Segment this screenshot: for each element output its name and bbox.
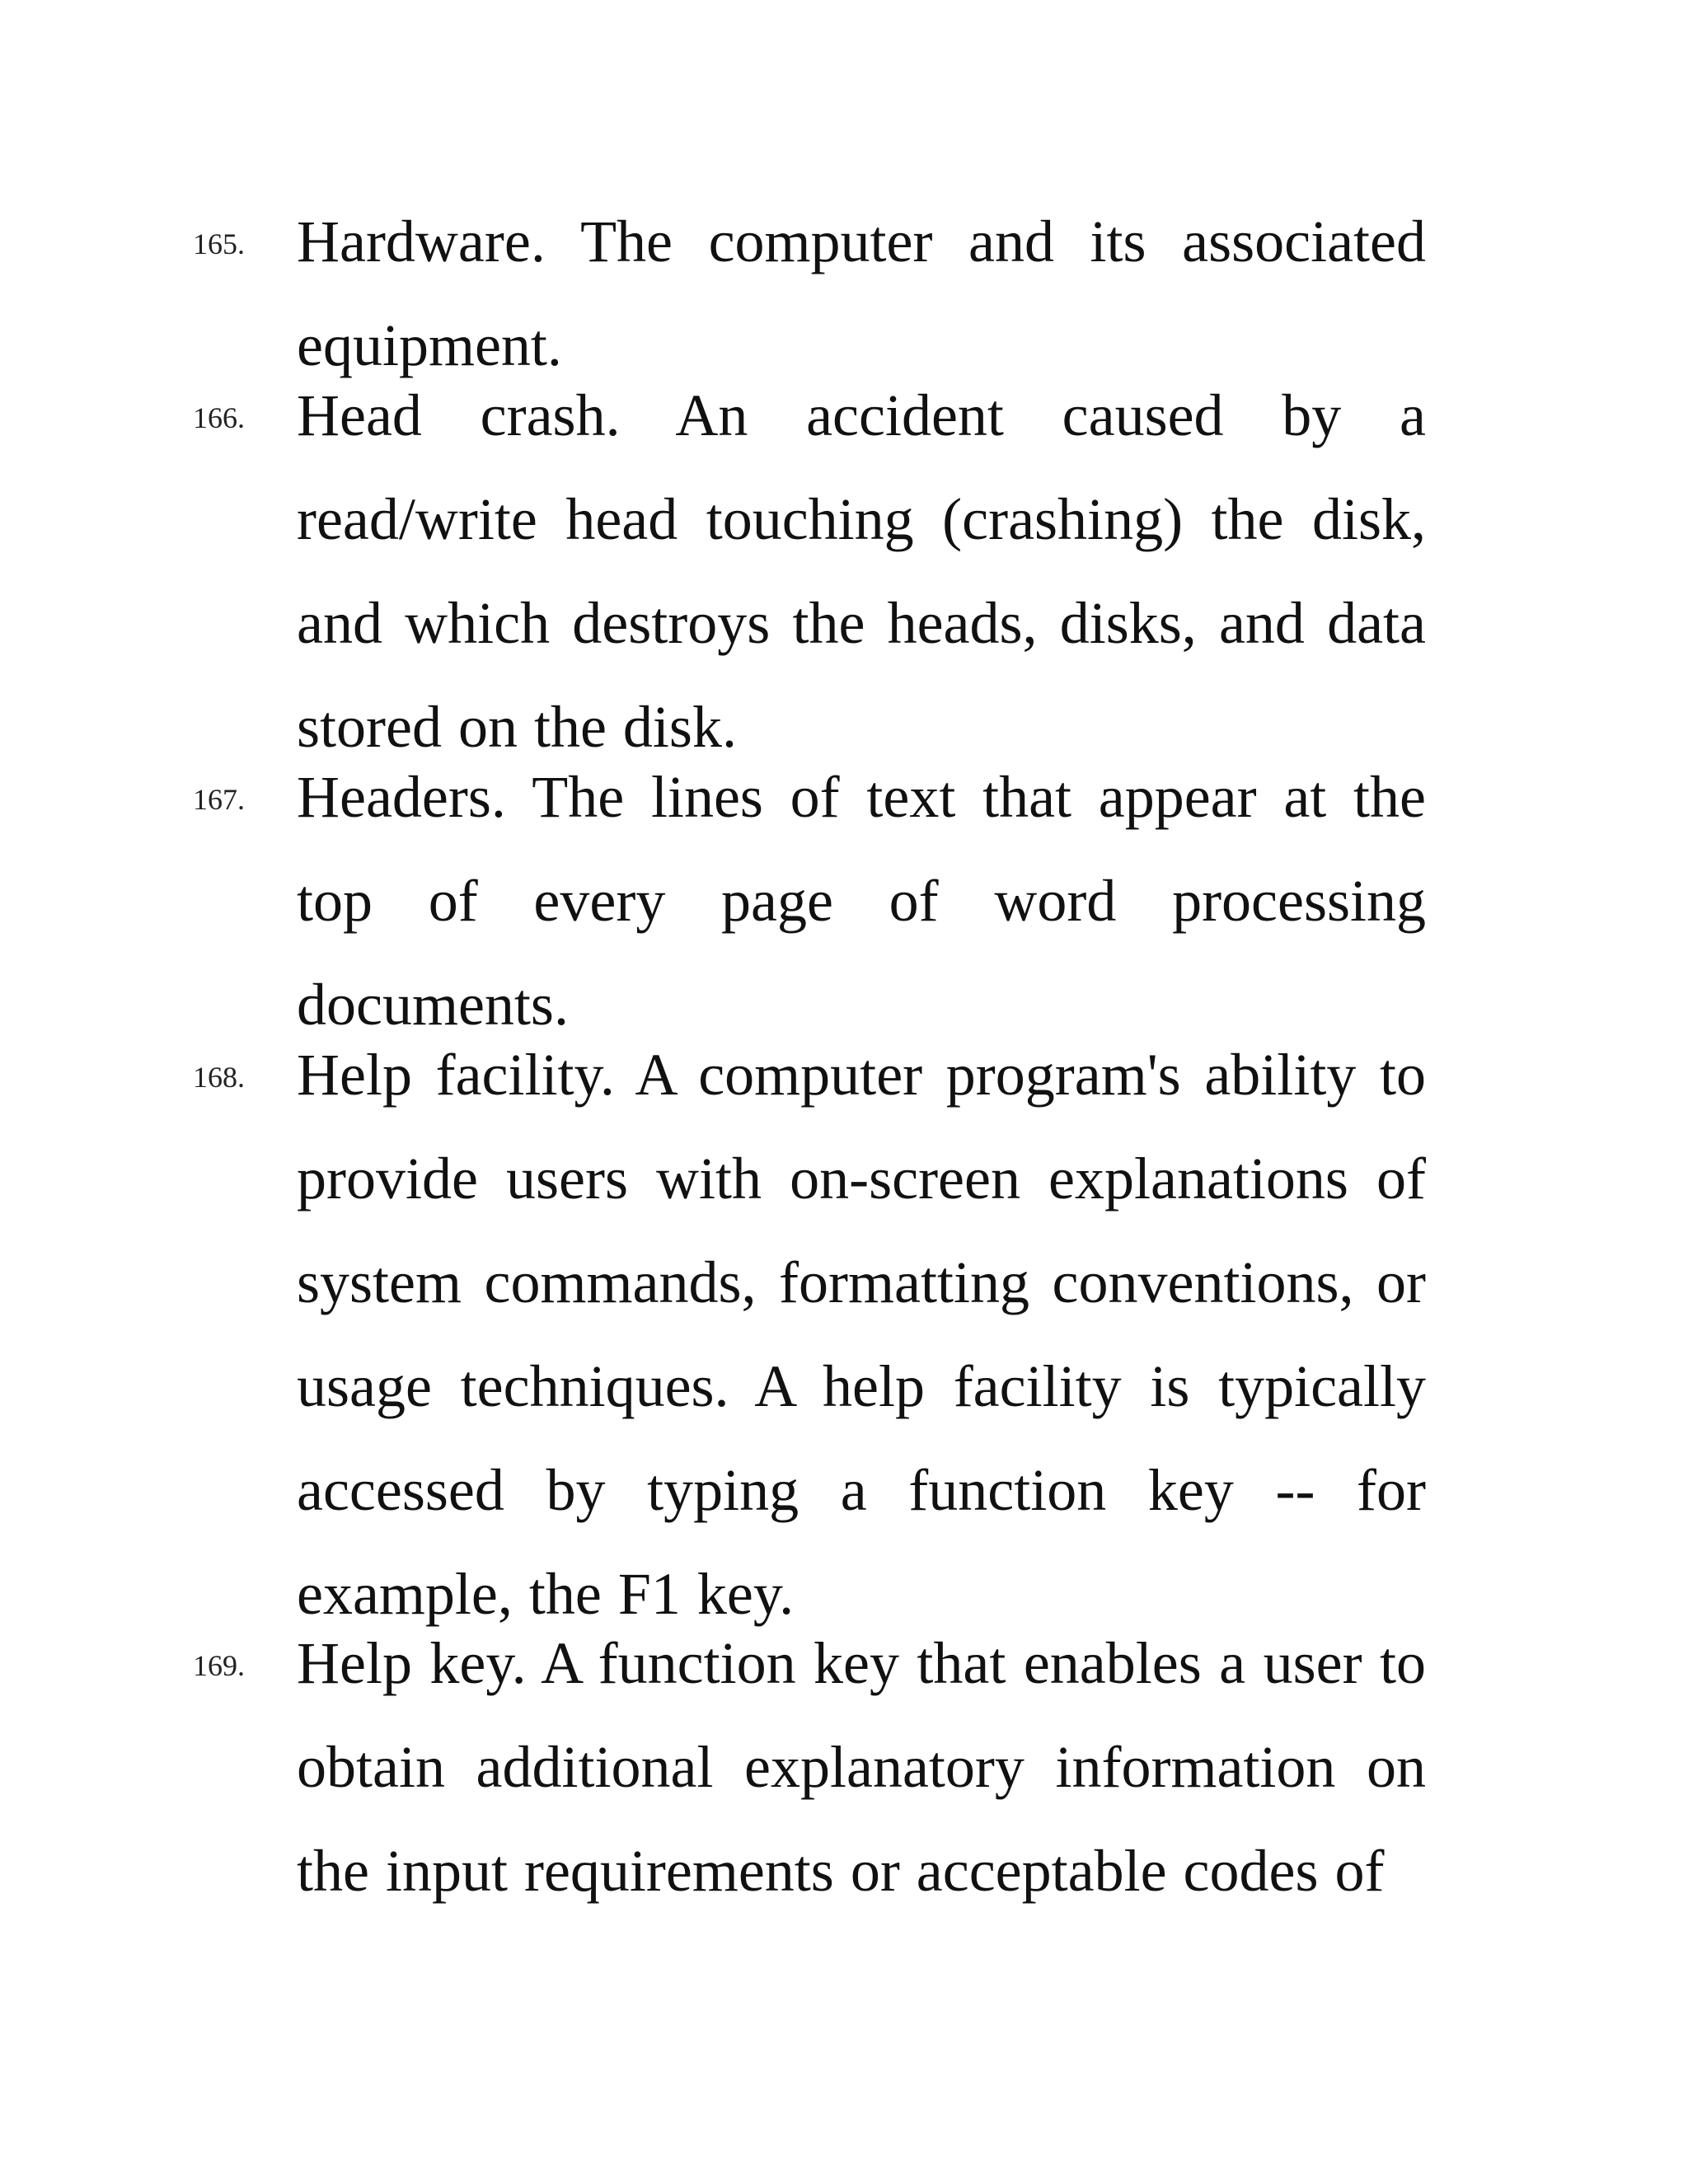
entry-number: 167. [193, 783, 245, 816]
entry-number: 169. [193, 1649, 245, 1682]
entry-number: 168. [193, 1061, 245, 1094]
entry-text: Help key. A function key that enables a user to obtain additional explanatory information on the input requirements or acceptable codes of [297, 1630, 1426, 1904]
entry-text: Help facility. A computer program's ability to provide users with on-screen explanations of system commands, formatting conventions, or usage techniques. A help facility is typically accessed by typing a function key -- for example, the F1 key. [297, 1042, 1426, 1627]
entry-number: 165. [193, 227, 245, 260]
entry-text: Hardware. The computer and its associated equipment. [297, 209, 1426, 378]
entry-text: Head crash. An accident caused by a read/write head touching (crashing) the disk, and which destroys the heads, disks, and data stored on the disk. [297, 382, 1426, 760]
entry-text: Headers. The lines of text that appear at the top of every page of word processing documents. [297, 764, 1426, 1038]
entry-number: 166. [193, 401, 245, 434]
